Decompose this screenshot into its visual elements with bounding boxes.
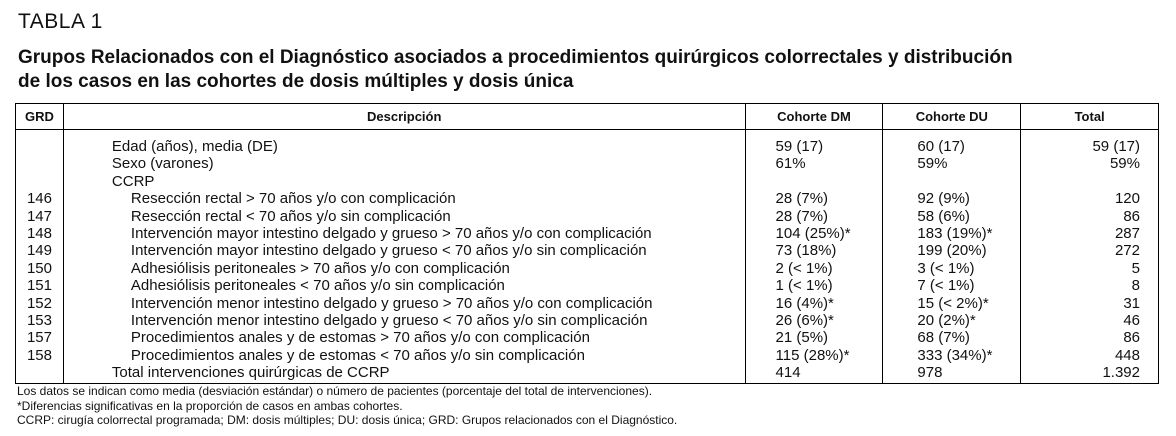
dm-cell: 28 (7%) [745, 208, 883, 225]
table-row [16, 155, 1159, 172]
table-row [16, 190, 1159, 207]
table-row [16, 130, 1159, 156]
total-cell: 1.392 [1102, 364, 1140, 382]
grd-cell: 153 [16, 312, 64, 329]
table-title: Grupos Relacionados con el Diagnóstico asociados a procedimientos quirúrgicos colorrectales y distribución de los casos en las cohortes de dosis múltiples y dosis única [18, 47, 1013, 92]
dm-cell [745, 173, 883, 190]
dm-cell: 59 (17) [745, 130, 883, 156]
du-cell: 978 [883, 364, 1021, 383]
grd-cell: 146 [16, 190, 64, 207]
dm-cell: 26 (6%)* [745, 312, 883, 329]
description-cell: Intervención mayor intestino delgado y grueso > 70 años y/o con complicación [130, 225, 652, 243]
footnote: Los datos se indican como media (desviación estándar) o número de pacientes (porcentaje del total de intervenciones). [17, 384, 653, 398]
grd-cell: 157 [16, 329, 64, 346]
header-grd: GRD [16, 104, 64, 130]
table-row [16, 329, 1159, 346]
total-cell: 59% [1109, 155, 1140, 173]
grd-cell: 150 [16, 260, 64, 277]
du-cell: 58 (6%) [883, 208, 1021, 225]
total-cell: 448 [1114, 346, 1140, 364]
total-row [16, 364, 1159, 383]
table-row [16, 347, 1159, 364]
grd-cell [16, 364, 64, 383]
total-cell: 8 [1131, 277, 1140, 295]
du-cell: 68 (7%) [883, 329, 1021, 346]
dm-cell: 61% [745, 155, 883, 172]
description-cell: Adhesiólisis peritoneales > 70 años y/o con complicación [130, 259, 510, 277]
description-cell: Sexo (varones) [111, 155, 214, 173]
dm-cell: 1 (< 1%) [745, 277, 883, 294]
header-total: Total [1021, 104, 1159, 130]
total-cell: 120 [1114, 190, 1140, 208]
header-row [16, 104, 1159, 130]
description-cell: Resección rectal < 70 años y/o sin complicación [130, 207, 451, 225]
description-cell: Intervención mayor intestino delgado y grueso < 70 años y/o sin complicación [130, 242, 647, 260]
du-cell: 92 (9%) [883, 190, 1021, 207]
description-cell: Resección rectal > 70 años y/o con complicación [130, 190, 456, 208]
grd-cell [16, 173, 64, 190]
dm-cell: 21 (5%) [745, 329, 883, 346]
du-cell: 60 (17) [883, 130, 1021, 156]
du-cell: 15 (< 2%)* [883, 295, 1021, 312]
grd-cell: 149 [16, 242, 64, 259]
dm-cell: 414 [745, 364, 883, 383]
total-cell [1021, 173, 1159, 190]
du-cell [883, 173, 1021, 190]
grd-cell [16, 130, 64, 156]
total-cell: 5 [1131, 259, 1140, 277]
grd-cell: 158 [16, 347, 64, 364]
dm-cell: 16 (4%)* [745, 295, 883, 312]
description-cell: Intervención menor intestino delgado y grueso > 70 años y/o con complicación [130, 294, 653, 312]
table-row [16, 295, 1159, 312]
description-cell: Edad (años), media (DE) [111, 138, 278, 155]
dm-cell: 2 (< 1%) [745, 260, 883, 277]
table-row [16, 173, 1159, 190]
total-cell: 86 [1123, 329, 1140, 347]
du-cell: 3 (< 1%) [883, 260, 1021, 277]
total-cell: 46 [1123, 312, 1140, 330]
description-cell: Procedimientos anales y de estomas < 70 años y/o sin complicación [130, 346, 585, 364]
description-cell: Adhesiólisis peritoneales < 70 años y/o sin complicación [130, 277, 505, 295]
header-descripcion: Descripción [63, 104, 745, 130]
grd-cell: 151 [16, 277, 64, 294]
du-cell: 7 (< 1%) [883, 277, 1021, 294]
table-row [16, 208, 1159, 225]
table-row [16, 260, 1159, 277]
description-cell: Intervención menor intestino delgado y grueso < 70 años y/o sin complicación [130, 312, 648, 330]
table-row [16, 242, 1159, 259]
grd-cell [16, 155, 64, 172]
dm-cell: 115 (28%)* [745, 347, 883, 364]
total-cell: 287 [1114, 225, 1140, 243]
grd-cell: 147 [16, 208, 64, 225]
dm-cell: 28 (7%) [745, 190, 883, 207]
du-cell: 199 (20%) [883, 242, 1021, 259]
table-row [16, 225, 1159, 242]
total-cell: 59 (17) [1092, 138, 1140, 155]
total-cell: 86 [1123, 207, 1140, 225]
grd-cell: 148 [16, 225, 64, 242]
du-cell: 59% [883, 155, 1021, 172]
total-cell: 272 [1114, 242, 1140, 260]
table-row [16, 312, 1159, 329]
data-table [15, 103, 1159, 384]
total-cell: 31 [1123, 294, 1140, 312]
header-cohorte-dm: Cohorte DM [745, 104, 883, 130]
grd-cell: 152 [16, 295, 64, 312]
footnote: CCRP: cirugía colorrectal programada; DM: dosis múltiples; DU: dosis única; GRD: Grupos relacionados con el Diagnóstico. [17, 413, 678, 427]
du-cell: 333 (34%)* [883, 347, 1021, 364]
table-label: TABLA 1 [18, 10, 103, 33]
du-cell: 183 (19%)* [883, 225, 1021, 242]
dm-cell: 104 (25%)* [745, 225, 883, 242]
description-cell: Procedimientos anales y de estomas > 70 años y/o con complicación [130, 329, 590, 347]
dm-cell: 73 (18%) [745, 242, 883, 259]
description-cell: CCRP [111, 172, 155, 190]
footnote: *Diferencias significativas en la proporción de casos en ambas cohortes. [17, 398, 403, 413]
description-cell: Total intervenciones quirúrgicas de CCRP [111, 364, 390, 382]
header-cohorte-du: Cohorte DU [883, 104, 1021, 130]
du-cell: 20 (2%)* [883, 312, 1021, 329]
table-footnotes [17, 384, 677, 428]
table-row [16, 277, 1159, 294]
